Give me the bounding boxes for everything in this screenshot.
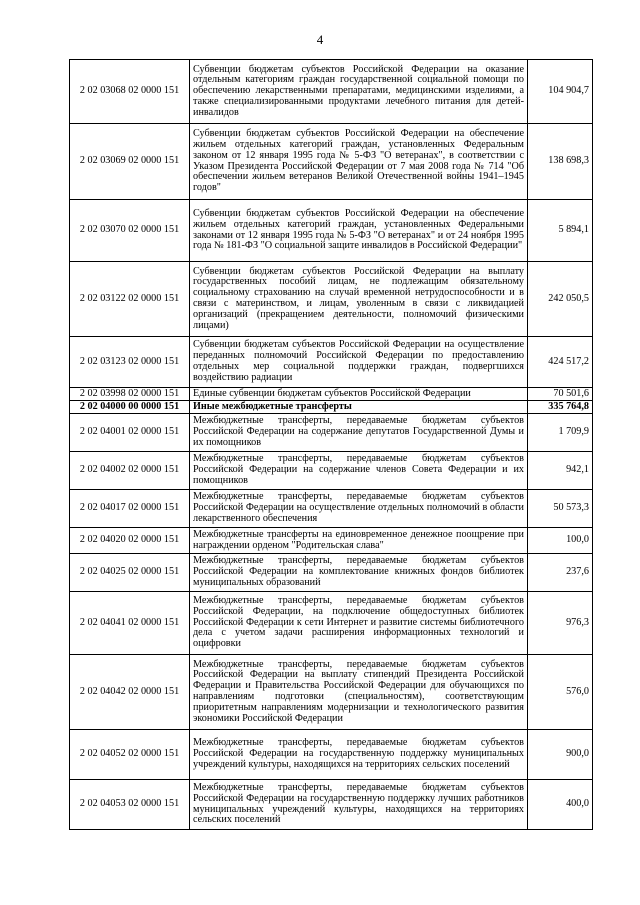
row-amount: 900,0 (528, 730, 593, 780)
row-amount: 242 050,5 (528, 262, 593, 337)
table-row (70, 414, 593, 452)
row-amount: 335 764,8 (528, 401, 593, 414)
row-amount: 104 904,7 (528, 60, 593, 124)
row-code: 2 02 04017 02 0000 151 (70, 490, 190, 528)
row-code: 2 02 04042 02 0000 151 (70, 655, 190, 730)
row-description: Субвенции бюджетам субъектов Российской Федерации на обеспечение жильем отдельных категорий граждан, установленных Федеральными законами от 12 января 1995 года № 5-ФЗ "О ветеранах" и от 24 ноября 1995 года № 181-ФЗ "О социальной защите инвалидов в Российской Федерации" (190, 200, 528, 262)
row-code: 2 02 04041 02 0000 151 (70, 592, 190, 655)
row-description: Единые субвенции бюджетам субъектов Российской Федерации (190, 388, 528, 401)
row-amount: 976,3 (528, 592, 593, 655)
row-description: Межбюджетные трансферты, передаваемые бюджетам субъектов Российской Федерации на осуществление отдельных полномочий в области лекарственного обеспечения (190, 490, 528, 528)
row-description: Иные межбюджетные трансферты (190, 401, 528, 414)
table-row (70, 200, 593, 262)
row-amount: 942,1 (528, 452, 593, 490)
table-row (70, 528, 593, 554)
row-code: 2 02 03070 02 0000 151 (70, 200, 190, 262)
row-code: 2 02 04052 02 0000 151 (70, 730, 190, 780)
row-amount: 576,0 (528, 655, 593, 730)
row-description: Межбюджетные трансферты, передаваемые бюджетам субъектов Российской Федерации на содержание депутатов Государственной Думы и их помощников (190, 414, 528, 452)
budget-table (69, 59, 593, 830)
row-description: Субвенции бюджетам субъектов Российской Федерации на оказание отдельным категориям граждан государственной социальной помощи по обеспечению лекарственными препаратами, медицинскими изделиями, а также специализированными продуктами лечебного питания для детей-инвалидов (190, 60, 528, 124)
row-code: 2 02 04001 02 0000 151 (70, 414, 190, 452)
row-amount: 70 501,6 (528, 388, 593, 401)
row-amount: 100,0 (528, 528, 593, 554)
row-description: Межбюджетные трансферты, передаваемые бюджетам субъектов Российской Федерации на государственную поддержку муниципальных учреждений культуры, находящихся на территориях сельских поселений (190, 730, 528, 780)
row-code: 2 02 04053 02 0000 151 (70, 780, 190, 830)
row-description: Субвенции бюджетам субъектов Российской Федерации на выплату государственных пособий лицам, не подлежащим обязательному социальному страхованию на случай временной нетрудоспособности и в связи с материнством, и лицам, уволенным в связи с ликвидацией организаций (прекращением деятельности, полномочий физическими лицами) (190, 262, 528, 337)
table-row (70, 554, 593, 592)
row-code: 2 02 04002 02 0000 151 (70, 452, 190, 490)
table-row (70, 60, 593, 124)
row-amount: 424 517,2 (528, 337, 593, 388)
table-row (70, 730, 593, 780)
row-description: Межбюджетные трансферты, передаваемые бюджетам субъектов Российской Федерации на содержание членов Совета Федерации и их помощников (190, 452, 528, 490)
row-code: 2 02 04025 02 0000 151 (70, 554, 190, 592)
row-code: 2 02 03123 02 0000 151 (70, 337, 190, 388)
table-row (70, 337, 593, 388)
table-row (70, 452, 593, 490)
row-description: Межбюджетные трансферты, передаваемые бюджетам субъектов Российской Федерации на государственную поддержку лучших работников муниципальных учреждений культуры, находящихся на территориях сельских поселений (190, 780, 528, 830)
row-amount: 138 698,3 (528, 124, 593, 200)
table-row (70, 388, 593, 401)
table-row (70, 655, 593, 730)
row-code: 2 02 03068 02 0000 151 (70, 60, 190, 124)
table-row (70, 780, 593, 830)
row-code: 2 02 03998 02 0000 151 (70, 388, 190, 401)
row-description: Субвенции бюджетам субъектов Российской Федерации на осуществление переданных полномочий Российской Федерации по предоставлению отдельных мер социальной поддержки граждан, подвергшихся воздействию радиации (190, 337, 528, 388)
row-description: Межбюджетные трансферты, передаваемые бюджетам субъектов Российской Федерации на выплату стипендий Президента Российской Федерации и Правительства Российской Федерации для обучающихся по направлениям подготовки (специальностям), соответствующим приоритетным направлениям модернизации и технологического развития экономики Российской Федерации (190, 655, 528, 730)
row-code: 2 02 04020 02 0000 151 (70, 528, 190, 554)
row-description: Субвенции бюджетам субъектов Российской Федерации на обеспечение жильем отдельных категорий граждан, установленных Федеральным законом от 12 января 1995 года № 5-ФЗ "О ветеранах", в соответствии с Указом Президента Российской Федерации от 7 мая 2008 года № 714 "Об обеспечении жильем ветеранов Великой Отечественной войны 1941–1945 годов" (190, 124, 528, 200)
row-description: Межбюджетные трансферты, передаваемые бюджетам субъектов Российской Федерации, на подключение общедоступных библиотек Российской Федерации к сети Интернет и развитие системы библиотечного дела с учетом задачи расширения информационных технологий и оцифровки (190, 592, 528, 655)
row-description: Межбюджетные трансферты на единовременное денежное поощрение при награждении орденом "Родительская слава" (190, 528, 528, 554)
row-code: 2 02 03069 02 0000 151 (70, 124, 190, 200)
table-row-total (70, 401, 593, 414)
table-row (70, 124, 593, 200)
table-row (70, 490, 593, 528)
row-code: 2 02 03122 02 0000 151 (70, 262, 190, 337)
row-description: Межбюджетные трансферты, передаваемые бюджетам субъектов Российской Федерации на комплектование книжных фондов библиотек муниципальных образований (190, 554, 528, 592)
table-row (70, 592, 593, 655)
page-number: 4 (316, 32, 324, 47)
row-amount: 1 709,9 (528, 414, 593, 452)
row-amount: 50 573,3 (528, 490, 593, 528)
table-row (70, 262, 593, 337)
row-amount: 237,6 (528, 554, 593, 592)
row-amount: 5 894,1 (528, 200, 593, 262)
row-code: 2 02 04000 00 0000 151 (70, 401, 190, 414)
row-amount: 400,0 (528, 780, 593, 830)
